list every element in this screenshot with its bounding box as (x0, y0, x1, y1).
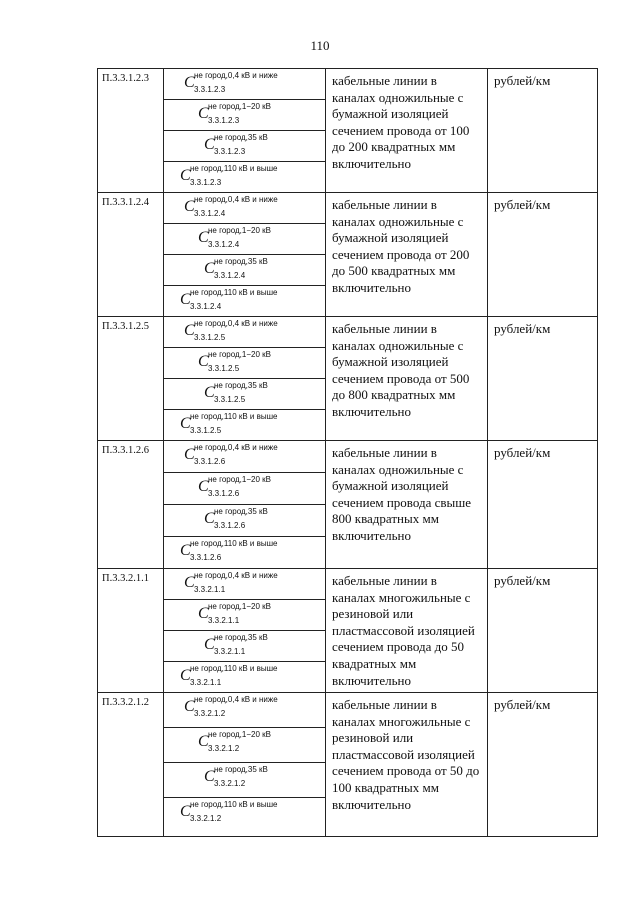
rate-symbol-base: C (184, 446, 195, 463)
rate-symbol (164, 379, 325, 410)
item-description: кабельные линии в каналах многожильные с резиновой или пластмассовой изоляцией сечением провода до 50 квадратных мм включительно (326, 569, 488, 693)
rate-symbol (164, 100, 325, 131)
rate-symbol (164, 317, 325, 348)
rate-symbol (164, 410, 325, 440)
rate-symbol (164, 763, 325, 798)
rate-symbol-base: C (180, 667, 191, 684)
table-row (98, 193, 598, 317)
rate-symbol-subscript: 3.3.1.2.4 (214, 271, 246, 280)
rate-symbol (164, 798, 325, 836)
rate-symbol (164, 631, 325, 662)
rate-symbol-base: C (184, 574, 195, 591)
rate-symbol-superscript: не город,1−20 кВ (208, 226, 271, 235)
rate-symbol (164, 473, 325, 505)
rate-symbol-subscript: 3.3.1.2.6 (208, 489, 240, 498)
rate-symbol-superscript: не город,110 кВ и выше (190, 164, 278, 173)
rate-symbol-base: C (180, 167, 191, 184)
rate-symbol (164, 286, 325, 316)
rate-symbol-subscript: 3.3.1.2.4 (190, 302, 222, 311)
rate-symbol-superscript: не город,35 кВ (214, 257, 268, 266)
item-code: П.3.3.1.2.6 (98, 441, 164, 569)
rate-symbol-base: C (184, 198, 195, 215)
rate-symbol (164, 505, 325, 537)
rate-symbol (164, 693, 325, 728)
rate-symbol-base: C (204, 384, 215, 401)
item-code: П.3.3.2.1.1 (98, 569, 164, 693)
rate-symbol (164, 441, 325, 473)
rate-symbol-superscript: не город,110 кВ и выше (190, 412, 278, 421)
rate-symbol-superscript: не город,110 кВ и выше (190, 800, 278, 809)
rate-symbol-base: C (198, 229, 209, 246)
rate-symbol-base: C (184, 322, 195, 339)
rate-symbol-subscript: 3.3.1.2.3 (194, 85, 226, 94)
rate-symbol-subscript: 3.3.1.2.6 (194, 457, 226, 466)
rate-symbol-superscript: не город,35 кВ (214, 507, 268, 516)
rate-symbol (164, 69, 325, 100)
rate-symbol-base: C (204, 260, 215, 277)
rate-symbol (164, 224, 325, 255)
rate-symbol-subscript: 3.3.2.1.1 (190, 678, 222, 687)
rate-symbol-base: C (198, 105, 209, 122)
rate-symbol-superscript: не город,35 кВ (214, 381, 268, 390)
rate-symbol-subscript: 3.3.1.2.3 (190, 178, 222, 187)
rate-symbol (164, 662, 325, 692)
rate-symbol-subscript: 3.3.1.2.3 (214, 147, 246, 156)
item-description: кабельные линии в каналах многожильные с резиновой или пластмассовой изоляцией сечением провода от 50 до 100 квадратных мм включительно (326, 693, 488, 837)
rate-symbol-subscript: 3.3.1.2.5 (208, 364, 240, 373)
item-unit: рублей/км (488, 69, 598, 193)
rate-symbol (164, 131, 325, 162)
item-unit: рублей/км (488, 193, 598, 317)
rate-symbols-cell (164, 69, 326, 193)
rate-symbols-cell (164, 693, 326, 837)
rate-symbol-superscript: не город,1−20 кВ (208, 350, 271, 359)
rate-symbol-base: C (198, 478, 209, 495)
item-description: кабельные линии в каналах одножильные с бумажной изоляцией сечением провода от 200 до 500 квадратных мм включительно (326, 193, 488, 317)
rate-symbol-subscript: 3.3.1.2.5 (214, 395, 246, 404)
table-row (98, 441, 598, 569)
rate-symbol-superscript: не город,0,4 кВ и ниже (194, 571, 278, 580)
rate-symbol-superscript: не город,1−20 кВ (208, 102, 271, 111)
rate-symbol-superscript: не город,0,4 кВ и ниже (194, 443, 278, 452)
rate-symbol-base: C (204, 636, 215, 653)
rate-symbol-superscript: не город,35 кВ (214, 765, 268, 774)
rate-symbol-superscript: не город,110 кВ и выше (190, 539, 278, 548)
rate-symbol-subscript: 3.3.2.1.2 (194, 709, 226, 718)
tariff-table (97, 68, 598, 837)
rate-symbol-base: C (184, 698, 195, 715)
rate-symbol-superscript: не город,0,4 кВ и ниже (194, 195, 278, 204)
rate-symbol-superscript: не город,35 кВ (214, 133, 268, 142)
item-description: кабельные линии в каналах одножильные с бумажной изоляцией сечением провода от 100 до 200 квадратных мм включительно (326, 69, 488, 193)
item-description: кабельные линии в каналах одножильные с бумажной изоляцией сечением провода от 500 до 800 квадратных мм включительно (326, 317, 488, 441)
rate-symbol (164, 537, 325, 568)
rate-symbol-base: C (198, 605, 209, 622)
rate-symbol-superscript: не город,110 кВ и выше (190, 288, 278, 297)
rate-symbol-subscript: 3.3.1.2.4 (208, 240, 240, 249)
rate-symbol-base: C (180, 542, 191, 559)
rate-symbol-superscript: не город,0,4 кВ и ниже (194, 695, 278, 704)
rate-symbols-cell (164, 193, 326, 317)
item-description: кабельные линии в каналах одножильные с бумажной изоляцией сечением провода свыше 800 квадратных мм включительно (326, 441, 488, 569)
rate-symbol-superscript: не город,1−20 кВ (208, 730, 271, 739)
rate-symbol-superscript: не город,1−20 кВ (208, 602, 271, 611)
rate-symbol-subscript: 3.3.1.2.5 (194, 333, 226, 342)
rate-symbol-subscript: 3.3.1.2.6 (214, 521, 246, 530)
rate-symbol-base: C (180, 415, 191, 432)
rate-symbols-cell (164, 569, 326, 693)
rate-symbol-superscript: не город,110 кВ и выше (190, 664, 278, 673)
rate-symbol (164, 193, 325, 224)
rate-symbol-subscript: 3.3.1.2.3 (208, 116, 240, 125)
item-code: П.3.3.1.2.3 (98, 69, 164, 193)
table-row (98, 693, 598, 837)
rate-symbol (164, 255, 325, 286)
rate-symbols-cell (164, 317, 326, 441)
rate-symbols-cell (164, 441, 326, 569)
rate-symbol-superscript: не город,1−20 кВ (208, 475, 271, 484)
rate-symbol-base: C (180, 803, 191, 820)
rate-symbol (164, 728, 325, 763)
rate-symbol (164, 162, 325, 192)
table-row (98, 569, 598, 693)
rate-symbol-subscript: 3.3.2.1.1 (208, 616, 240, 625)
page-number: 110 (310, 38, 330, 53)
rate-symbol-base: C (204, 768, 215, 785)
rate-symbol-subscript: 3.3.2.1.1 (194, 585, 226, 594)
item-unit: рублей/км (488, 569, 598, 693)
rate-symbol-base: C (204, 136, 215, 153)
rate-symbol-base: C (180, 291, 191, 308)
rate-symbol (164, 600, 325, 631)
item-unit: рублей/км (488, 441, 598, 569)
item-code: П.3.3.1.2.4 (98, 193, 164, 317)
table-row (98, 69, 598, 193)
rate-symbol-base: C (198, 733, 209, 750)
rate-symbol-subscript: 3.3.1.2.4 (194, 209, 226, 218)
rate-symbol (164, 569, 325, 600)
rate-symbol-superscript: не город,0,4 кВ и ниже (194, 319, 278, 328)
rate-symbol-subscript: 3.3.2.1.2 (214, 779, 246, 788)
rate-symbol-subscript: 3.3.2.1.2 (190, 814, 222, 823)
rate-symbol-subscript: 3.3.2.1.2 (208, 744, 240, 753)
table-row (98, 317, 598, 441)
rate-symbol-superscript: не город,0,4 кВ и ниже (194, 71, 278, 80)
rate-symbol (164, 348, 325, 379)
rate-symbol-base: C (198, 353, 209, 370)
item-unit: рублей/км (488, 317, 598, 441)
item-code: П.3.3.1.2.5 (98, 317, 164, 441)
item-code: П.3.3.2.1.2 (98, 693, 164, 837)
rate-symbol-superscript: не город,35 кВ (214, 633, 268, 642)
rate-symbol-base: C (204, 510, 215, 527)
rate-symbol-subscript: 3.3.2.1.1 (214, 647, 246, 656)
rate-symbol-base: C (184, 74, 195, 91)
rate-symbol-subscript: 3.3.1.2.6 (190, 553, 222, 562)
item-unit: рублей/км (488, 693, 598, 837)
rate-symbol-subscript: 3.3.1.2.5 (190, 426, 222, 435)
